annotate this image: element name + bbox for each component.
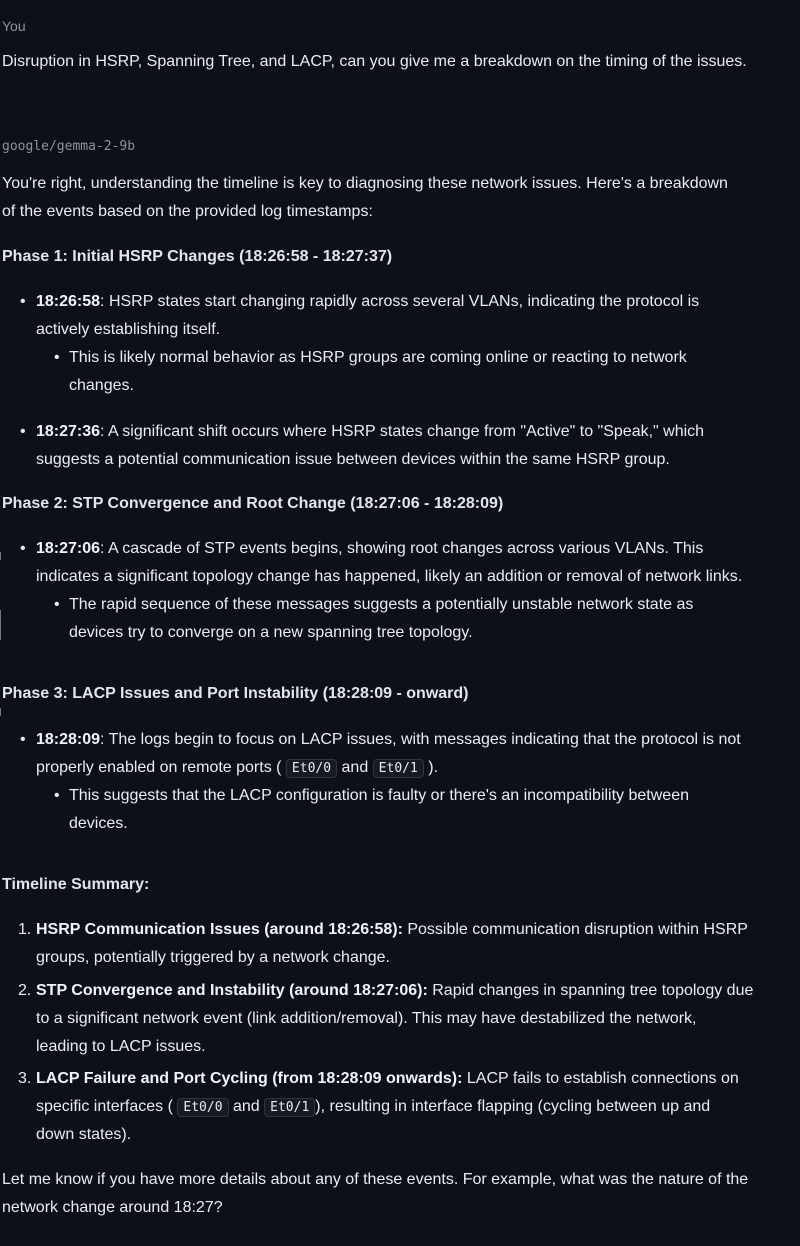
summary-item-text: ), resulting in interface flapping (cycling between up and [315,1098,711,1115]
phase1-heading: Phase 1: Initial HSRP Changes (18:26:58 - 18:27:37) [2,248,393,265]
intro-line-1: You're right, understanding the timeline is key to diagnosing these network issues. Here's a breakdown [2,175,728,192]
phase3-heading: Phase 3: LACP Issues and Port Instability (18:28:09 - onward) [2,685,469,702]
bullet-text: : A significant shift occurs where HSRP states change from "Active" to "Speak," which [100,423,705,440]
summary-item-2-cont-2: leading to LACP issues. [36,1038,206,1055]
bullet-text: ). [428,759,439,776]
summary-heading: Timeline Summary: [2,876,150,893]
interface-code: Et0/0 [177,1098,228,1117]
interface-code: Et0/1 [264,1098,315,1117]
phase1-bullet-2 [36,418,704,446]
phase3-bullet-1-cont [36,754,438,783]
closing-line-2: network change around 18:27? [2,1199,223,1216]
summary-item-text: LACP fails to establish connections on [462,1070,739,1087]
summary-item-text: Possible communication disruption within HSRP [402,921,748,938]
phase1-bullet-1 [36,288,699,316]
phase1-sub-bullet-1: This is likely normal behavior as HSRP groups are coming online or reacting to network [69,349,687,366]
phase2-bullet-1-cont: indicates a significant topology change has happened, likely an addition or removal of network links. [36,568,743,585]
summary-item-1-cont: groups, potentially triggered by a network change. [36,949,390,966]
summary-item-title: HSRP Communication Issues (around 18:26:58): [36,921,403,938]
phase1-bullet-1-cont: actively establishing itself. [36,321,221,338]
timestamp: 18:26:58 [36,293,101,310]
summary-item-3 [36,1065,739,1093]
summary-item-title: LACP Failure and Port Cycling (from 18:28:09 onwards): [36,1070,463,1087]
list-number: 3. [18,1070,32,1087]
summary-item-3-cont [36,1093,710,1122]
edge-mark [0,610,1,640]
bullet-text: and [341,759,369,776]
bullet-marker: • [20,731,26,748]
phase1-bullet-2-cont: suggests a potential communication issue between devices within the same HSRP group. [36,451,670,468]
model-sender-label: google/gemma-2-9b [2,139,136,154]
bullet-text: : HSRP states start changing rapidly across several VLANs, indicating the protocol is [100,293,700,310]
sub-bullet-marker: • [54,596,60,613]
list-number: 1. [18,921,32,938]
summary-item-text: and [232,1098,260,1115]
interface-code: Et0/1 [373,759,424,778]
edge-mark [0,552,1,560]
bullet-text: properly enabled on remote ports ( [36,759,282,776]
summary-item-2-cont: to a significant network event (link addition/removal). This may have destabilized the network, [36,1010,697,1027]
summary-item-text: Rapid changes in spanning tree topology due [427,982,754,999]
bullet-marker: • [20,540,26,557]
timestamp: 18:27:36 [36,423,101,440]
summary-item-1 [36,916,748,944]
phase3-bullet-1 [36,726,741,754]
intro-line-2: of the events based on the provided log timestamps: [2,203,373,220]
sub-bullet-marker: • [54,787,60,804]
phase2-bullet-1 [36,535,703,563]
interface-code: Et0/0 [286,759,337,778]
list-number: 2. [18,982,32,999]
bullet-text: : The logs begin to focus on LACP issues, with messages indicating that the protocol is not [100,731,741,748]
summary-item-2 [36,977,753,1005]
bullet-text: : A cascade of STP events begins, showing root changes across various VLANs. This [100,540,704,557]
bullet-marker: • [20,423,26,440]
closing-line-1: Let me know if you have more details about any of these events. For example, what was the nature of the [2,1171,749,1188]
phase2-sub-bullet-1-cont: devices try to converge on a new spanning tree topology. [69,624,473,641]
sub-bullet-marker: • [54,349,60,366]
phase2-heading: Phase 2: STP Convergence and Root Change (18:27:06 - 18:28:09) [2,495,504,512]
timestamp: 18:27:06 [36,540,101,557]
phase3-sub-bullet-1: This suggests that the LACP configuration is faulty or there's an incompatibility between [69,787,689,804]
summary-item-3-cont-2: down states). [36,1126,132,1143]
user-message[interactable]: Disruption in HSRP, Spanning Tree, and LACP, can you give me a breakdown on the timing of the issues. [2,53,747,70]
bullet-marker: • [20,293,26,310]
phase2-sub-bullet-1: The rapid sequence of these messages suggests a potentially unstable network state as [69,596,694,613]
phase3-sub-bullet-1-cont: devices. [69,815,128,832]
edge-mark [0,708,1,716]
timestamp: 18:28:09 [36,731,101,748]
summary-item-title: STP Convergence and Instability (around 18:27:06): [36,982,428,999]
user-sender-label: You [2,18,26,34]
phase1-sub-bullet-1-cont: changes. [69,377,134,394]
summary-item-text: specific interfaces ( [36,1098,173,1115]
